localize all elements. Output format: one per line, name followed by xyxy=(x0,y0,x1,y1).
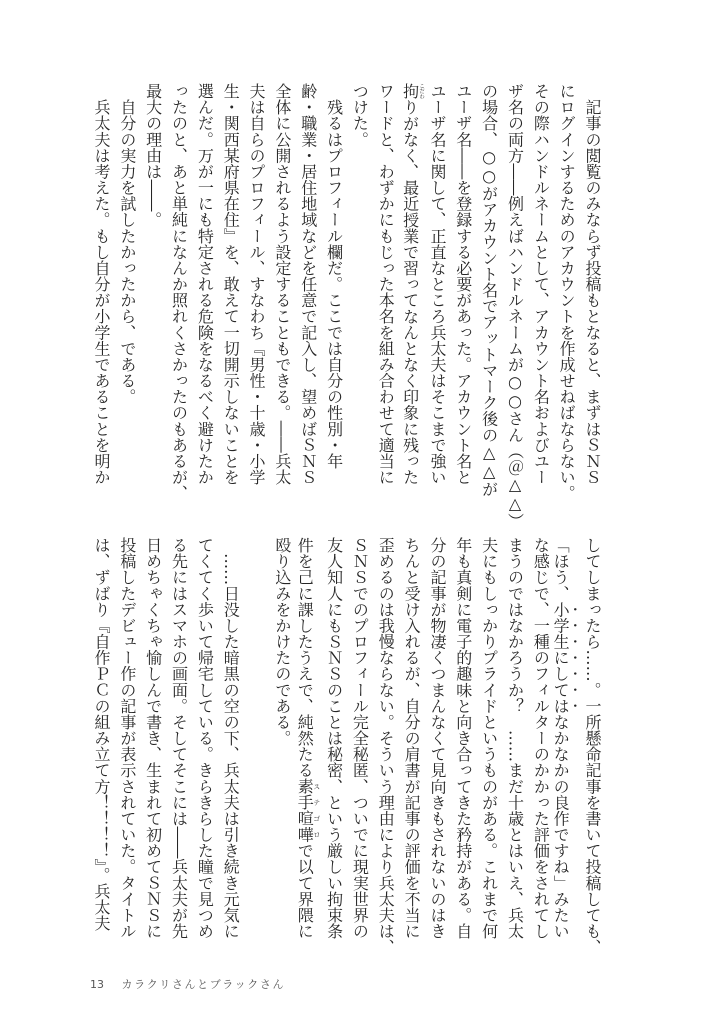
text-line: 生・関西某府県在住』を、敢えて一切開示しないことを xyxy=(221,83,241,485)
text-line: な感じで、一種のフィルターのかかった評価をされてし xyxy=(531,537,551,939)
text-line: ……日没した暗黒の空の下、兵太夫は引き続き元気に xyxy=(221,537,241,939)
text-line: ザ名の両方――例えばハンドルネームが○○さん（＠△△） xyxy=(505,83,525,530)
ruby-base: 素手喧嘩 xyxy=(295,778,315,843)
text-line: ちんと受け入れるが、自分の肩書が記事の評価を不当に xyxy=(402,537,422,939)
text-line: 歪めるのは我慢ならない。そういう理由により兵太夫は、 xyxy=(376,537,396,956)
text-line: その際ハンドルネームとして、アカウント名およびユー xyxy=(531,83,551,485)
page-footer xyxy=(90,976,285,992)
text-line: 日めちゃくちゃ愉しんで書き、生まれて初めてＳＮＳに xyxy=(143,537,163,939)
text-line: してしまったら……。一所懸命記事を書いて投稿しても、 xyxy=(583,537,602,956)
text-line: ったのと、あと単純になんか照れくさかったのもあるが、 xyxy=(169,83,189,502)
text-line: 選んだ。万が一にも特定される危険をなるべく避けたか xyxy=(195,83,215,485)
text-line: 残るはプロフィール欄だ。ここでは自分の性別・年 xyxy=(324,83,344,469)
page-number: 13 xyxy=(90,978,104,991)
text-line: 投稿したデビュー作の記事が表示されていた。タイトル xyxy=(117,537,137,939)
lower-text-block xyxy=(88,537,605,956)
text-line: は、ずばり『自作ＰＣの組み立て方！！！！』。兵太夫 xyxy=(91,537,111,931)
blank-line xyxy=(243,537,269,939)
text-line-with-ruby xyxy=(295,537,321,939)
text-line: 友人知人にもＳＮＳのことは秘密、という厳しい拘束条 xyxy=(324,537,344,939)
text-line: まうのではなかろうか？ ……まだ十歳とはいえ、兵太 xyxy=(505,537,525,939)
text-line-with-ruby xyxy=(398,83,424,485)
text-line: る先にはスマホの画面。そしてそこには――兵太夫が先 xyxy=(169,537,189,939)
line-segment: りがなく、最近授業で習ってなんとなく印象に残った xyxy=(400,99,420,486)
text-line: 齢・職業・居住地域などを任意で記入し、望めばＳＮＳ xyxy=(298,83,318,485)
text-line: の場合、○○がアカウント名でアットマーク後の△△が xyxy=(479,83,499,497)
text-line: 最大の理由は――。 xyxy=(143,83,163,228)
text-line: 兵太夫は考えた。もし自分が小学生であることを明か xyxy=(91,83,111,485)
text-line-with-emphasis xyxy=(553,537,579,939)
ruby-text: こだわ xyxy=(418,83,425,100)
text-line: ＳＮＳでのプロフィール完全秘匿、ついでに現実世界の xyxy=(350,537,370,939)
ruby-annotation xyxy=(295,778,321,843)
line-segment: 「ほう、 xyxy=(551,537,571,602)
text-line: ユーザ名――を登録する必要があった。アカウント名と xyxy=(453,83,473,485)
text-line: 分の記事が物凄くつまんなくて見向きもされないのはき xyxy=(427,537,447,939)
line-segment: 件を己に課したうえで、純然たる xyxy=(295,537,315,779)
ruby-text: ステゴロ xyxy=(312,778,321,843)
text-line: 夫にもしっかりプライドというものがある。これまで何 xyxy=(479,537,499,939)
text-line: 記事の閲覧のみならず投稿もとなると、まずはＳＮＳ xyxy=(583,83,602,485)
running-title: カラクリさんとブラックさん xyxy=(121,978,286,991)
text-line: 年も真剣に電子的趣味と向き合ってきた矜持がある。自 xyxy=(453,537,473,939)
upper-text-block xyxy=(88,83,605,530)
ruby-base: 拘 xyxy=(400,83,420,100)
line-segment: なかなかの良作ですね」みたい xyxy=(551,713,571,940)
text-line: ユーザ名に関して、正直なところ兵太夫はそこまで強い xyxy=(427,83,447,485)
text-line: 全体に公開されるよう設定することもできる。――兵太 xyxy=(272,83,292,485)
text-line: てくてく歩いて帰宅している。きらきらした瞳で見つめ xyxy=(195,537,215,939)
text-line: つけた。 xyxy=(350,83,370,148)
text-line: ワードと、わずかにもじった本名を組み合わせて適当に xyxy=(376,83,396,485)
text-line: 殴り込みをかけたのである。 xyxy=(272,537,292,747)
line-segment: で以て界隈に xyxy=(295,842,315,940)
text-line: にログインするためのアカウントを作成せねばならない。 xyxy=(557,83,577,502)
ruby-annotation xyxy=(400,83,425,100)
emphasis-dots-text: 小学生にしては xyxy=(551,601,571,714)
text-line: 自分の実力を試したかったから、である。 xyxy=(117,83,137,405)
text-line: 夫は自らのプロフィール、すなわち『男性・十歳・小学 xyxy=(247,83,267,485)
